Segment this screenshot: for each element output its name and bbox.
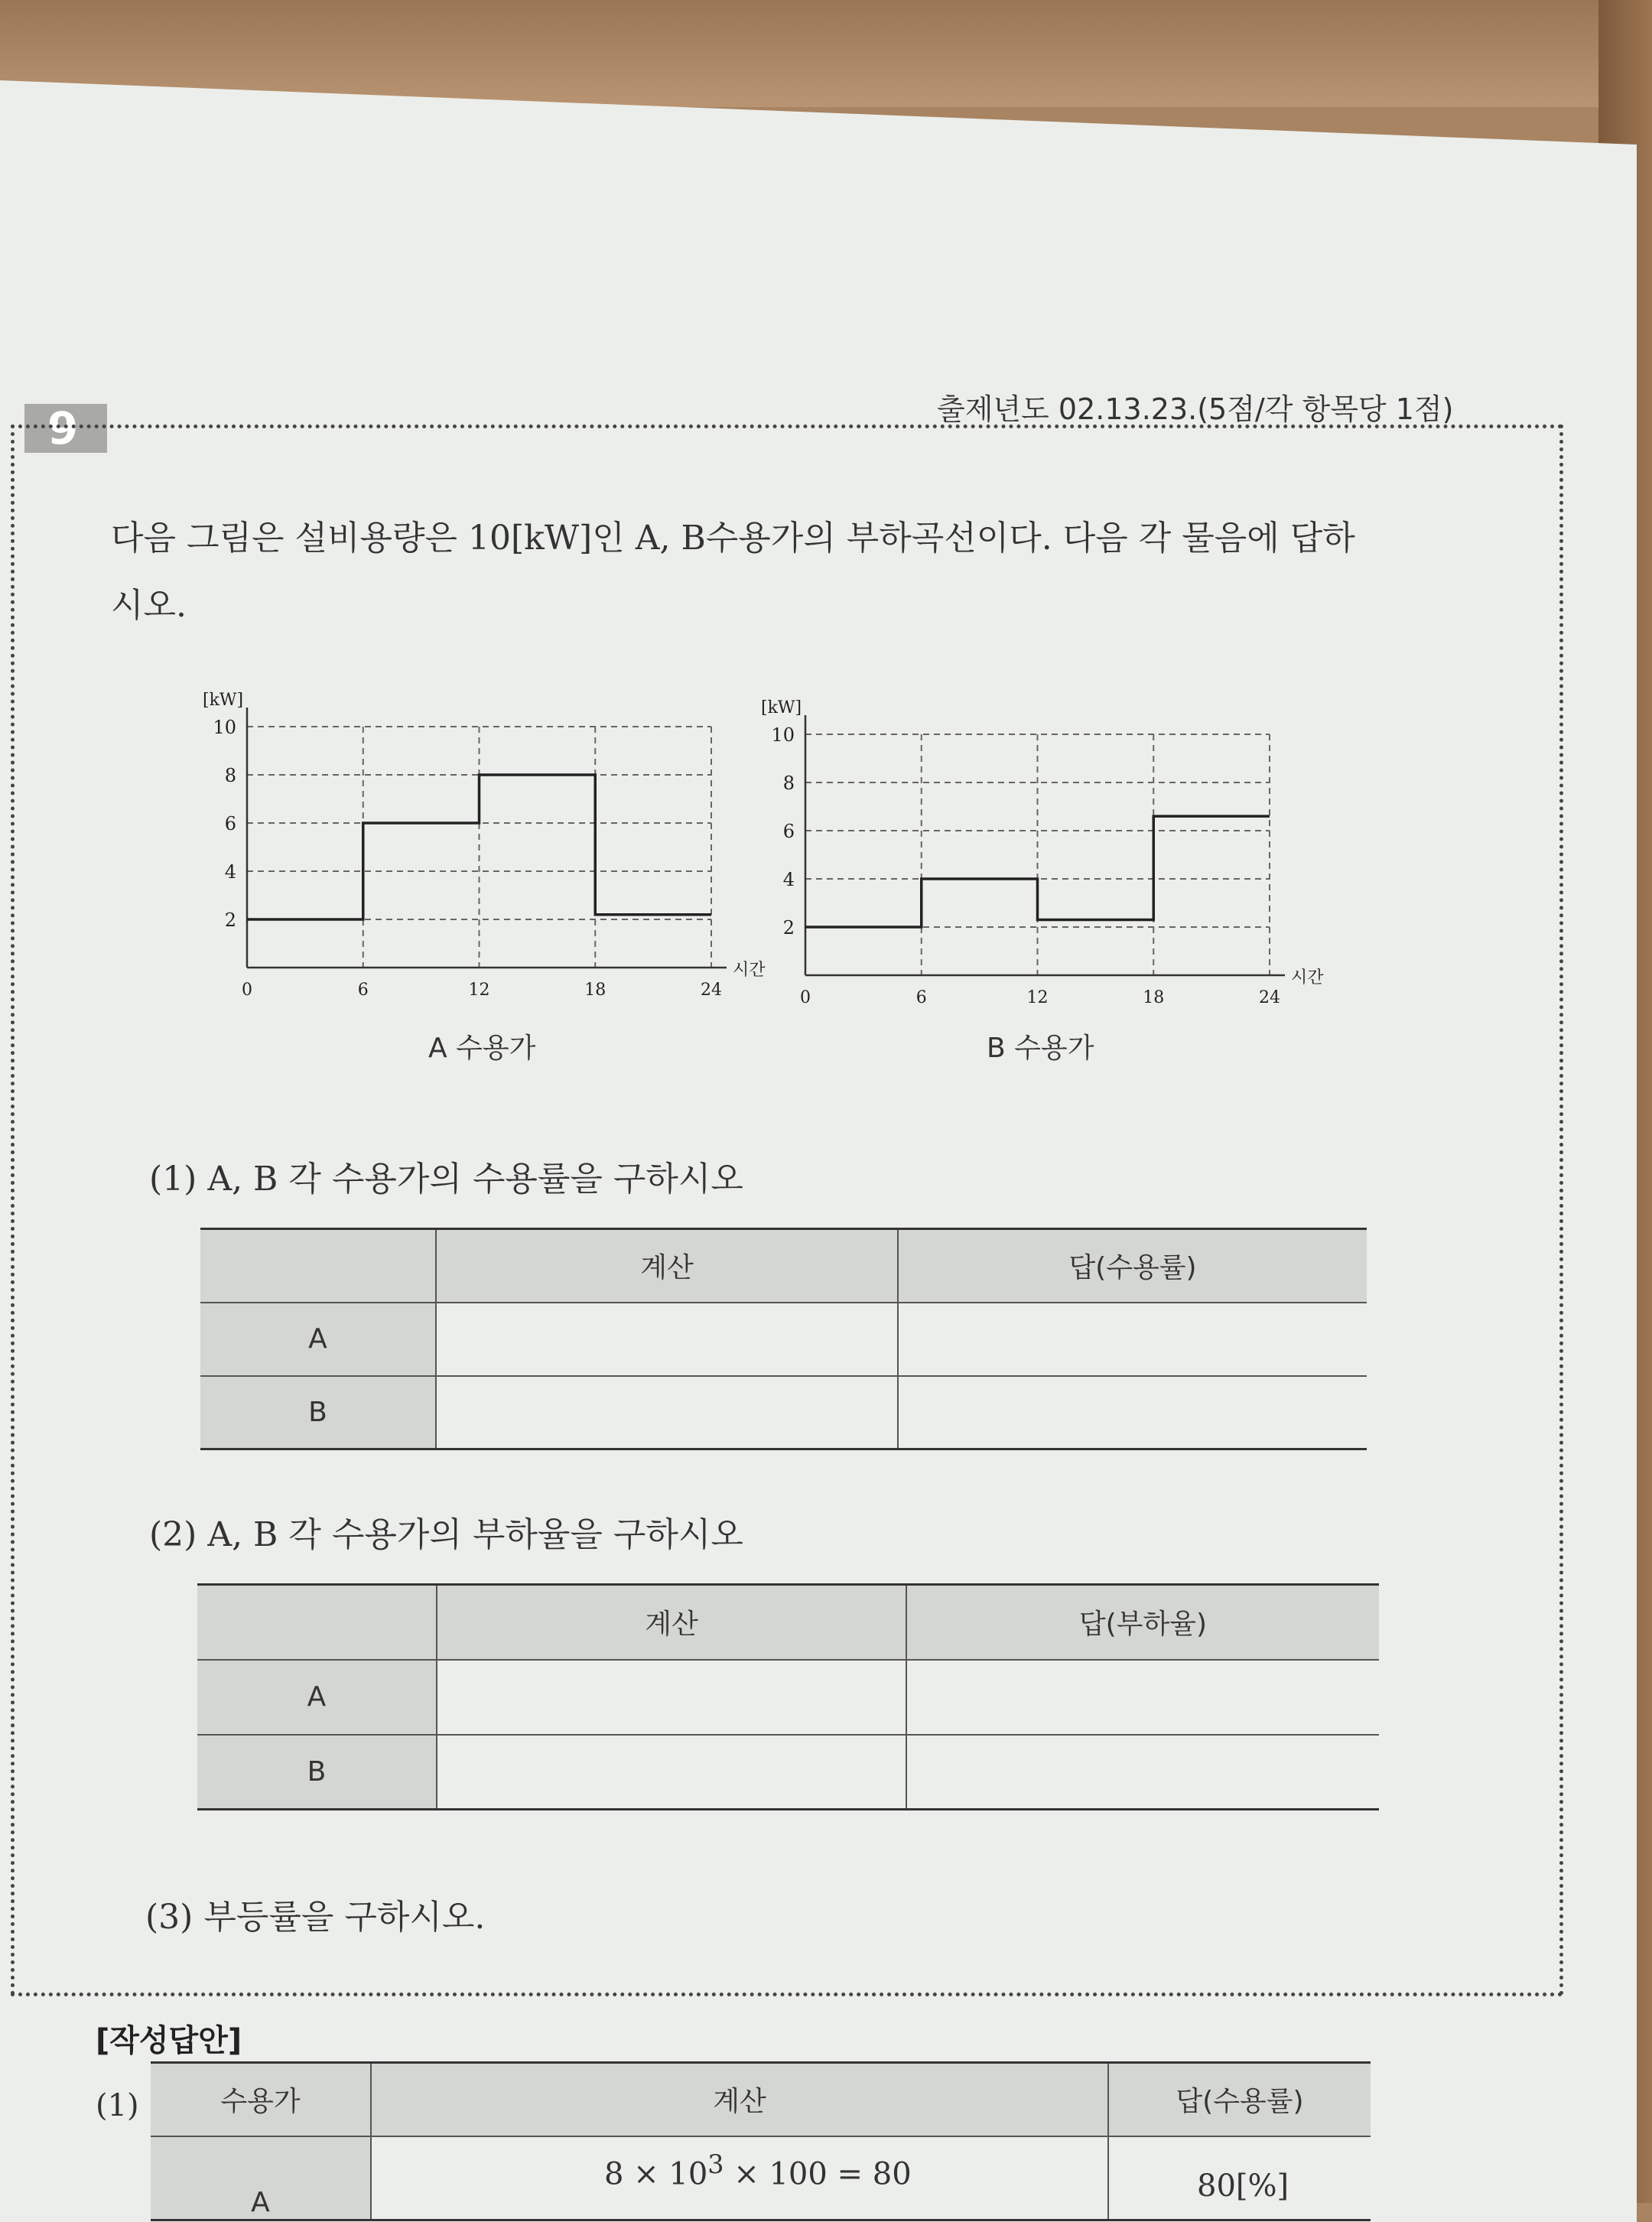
answer-table (151, 2061, 1371, 2221)
chart-b-title: B 수용가 (987, 1033, 1094, 1064)
x-tick-label: 0 (242, 981, 252, 1000)
x-axis-label: 시간 (1291, 968, 1324, 987)
sub-question-2: (2) A, B 각 수용가의 부하율을 구하시오 (149, 1515, 743, 1554)
x-tick-label: 0 (800, 988, 811, 1007)
sub-question-3: (3) 부등률을 구하시오. (145, 1898, 486, 1937)
row-label: A (151, 2136, 371, 2220)
y-tick-label: 6 (224, 813, 236, 834)
y-tick-label: 2 (782, 917, 795, 939)
y-tick-label: 2 (224, 909, 236, 931)
question-text (111, 505, 1411, 639)
calc-numerator: 8 × 10 (604, 2156, 708, 2192)
calc-cell (436, 1376, 898, 1449)
calc-cell (436, 1303, 898, 1376)
header-empty (200, 1229, 436, 1303)
x-tick-label: 6 (357, 981, 369, 1000)
calc-cell (437, 1660, 906, 1735)
y-tick-label: 8 (224, 765, 236, 786)
load-factor-table (197, 1583, 1379, 1810)
header-empty (197, 1585, 437, 1660)
demand-factor-table (200, 1228, 1367, 1450)
header-answer: 답(부하율) (906, 1585, 1379, 1660)
x-tick-label: 6 (915, 988, 927, 1007)
chart-a (187, 685, 776, 1006)
header-calc: 계산 (371, 2063, 1108, 2136)
y-axis-label: [kW] (203, 691, 244, 710)
x-tick-label: 24 (701, 981, 722, 1000)
question-line-1: 다음 그림은 설비용량은 10[kW]인 A, B수용가의 부하곡선이다. 다음 각 물음에 답하 (111, 519, 1355, 558)
header-answer: 답(수용률) (898, 1229, 1367, 1303)
y-tick-label: 4 (782, 869, 795, 890)
year-info: 출제년도 02.13.23.(5점/각 항목당 1점) (937, 392, 1454, 426)
question-line-2: 시오. (111, 586, 187, 625)
row-label: A (197, 1660, 437, 1735)
x-tick-label: 18 (1143, 988, 1165, 1007)
y-tick-label: 4 (224, 861, 236, 883)
answer-cell (906, 1660, 1379, 1735)
chart-svg (746, 692, 1335, 1013)
x-tick-label: 18 (584, 981, 606, 1000)
header-answer: 답(수용률) (1108, 2063, 1371, 2136)
header-calc: 계산 (436, 1229, 898, 1303)
sub-question-1: (1) A, B 각 수용가의 수용률을 구하시오 (149, 1160, 743, 1199)
answer-number: (1) (96, 2088, 139, 2123)
row-label: B (200, 1376, 436, 1449)
answer-cell (898, 1303, 1367, 1376)
x-tick-label: 12 (1026, 988, 1049, 1007)
calc-rest: × 100 = 80 (733, 2156, 912, 2192)
y-tick-label: 10 (213, 717, 236, 738)
chart-svg (187, 685, 776, 1006)
y-axis-label: [kW] (761, 698, 802, 717)
answer-title: [작성답안] (96, 2023, 242, 2058)
row-label: A (200, 1303, 436, 1376)
header-calc: 계산 (437, 1585, 906, 1660)
x-axis-label: 시간 (733, 961, 766, 980)
header-consumer: 수용가 (151, 2063, 371, 2136)
calc-exponent: 3 (707, 2149, 724, 2179)
x-tick-label: 12 (468, 981, 490, 1000)
answer-calc-formula (604, 2149, 912, 2191)
y-tick-label: 6 (782, 821, 795, 842)
chart-a-title: A 수용가 (428, 1033, 536, 1064)
row-label: B (197, 1735, 437, 1810)
chart-b (746, 692, 1335, 1013)
answer-cell (898, 1376, 1367, 1449)
answer-cell (906, 1735, 1379, 1810)
x-tick-label: 24 (1259, 988, 1280, 1007)
calc-cell (437, 1735, 906, 1810)
y-tick-label: 8 (782, 773, 795, 794)
answer-value: 80[%] (1197, 2168, 1289, 2204)
y-tick-label: 10 (771, 724, 795, 746)
question-number: 9 (24, 404, 107, 453)
